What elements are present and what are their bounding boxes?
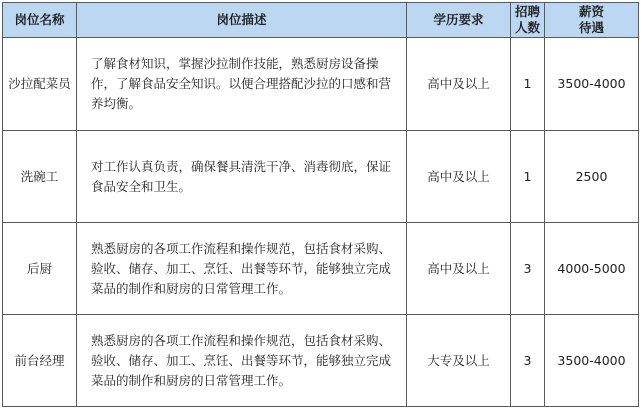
job-title-cell: 沙拉配菜员 (3, 38, 77, 131)
headcount-cell: 1 (511, 131, 545, 223)
table-row (3, 223, 639, 315)
headcount-cell: 3 (511, 223, 545, 315)
table-row (3, 315, 639, 407)
job-title-cell: 洗碗工 (3, 131, 77, 223)
education-cell: 大专及以上 (407, 315, 511, 407)
job-description-cell: 对工作认真负责，确保餐具清洗干净、消毒彻底，保证食品安全和卫生。 (77, 131, 407, 223)
education-cell: 高中及以上 (407, 38, 511, 131)
table-header-row (3, 3, 639, 38)
education-cell: 高中及以上 (407, 223, 511, 315)
salary-cell: 3500-4000 (545, 315, 639, 407)
header-headcount-line2: 人数 (514, 20, 540, 35)
job-title-cell: 前台经理 (3, 315, 77, 407)
header-job-title: 岗位名称 (3, 3, 77, 38)
job-title-cell: 后厨 (3, 223, 77, 315)
headcount-cell: 3 (511, 315, 545, 407)
table-row (3, 131, 639, 223)
header-salary (545, 3, 639, 38)
job-listing-table (2, 2, 639, 407)
job-description-cell: 熟悉厨房的各项工作流程和操作规范，包括食材采购、验收、储存、加工、烹饪、出餐等环节，能够独立完成菜品的制作和厨房的日常管理工作。 (77, 315, 407, 407)
header-salary-line2: 待遇 (578, 20, 604, 35)
job-description-cell: 熟悉厨房的各项工作流程和操作规范，包括食材采购、验收、储存、加工、烹饪、出餐等环节，能够独立完成菜品的制作和厨房的日常管理工作。 (77, 223, 407, 315)
table-row (3, 38, 639, 131)
salary-cell: 2500 (545, 131, 639, 223)
education-cell: 高中及以上 (407, 131, 511, 223)
headcount-cell: 1 (511, 38, 545, 131)
header-salary-line1: 薪资 (578, 4, 604, 19)
salary-cell: 3500-4000 (545, 38, 639, 131)
header-education: 学历要求 (407, 3, 511, 38)
header-headcount-line1: 招聘 (514, 4, 540, 19)
job-description-cell: 了解食材知识，掌握沙拉制作技能，熟悉厨房设备操作，了解食品安全知识。以便合理搭配沙拉的口感和营养均衡。 (77, 38, 407, 131)
header-headcount (511, 3, 545, 38)
salary-cell: 4000-5000 (545, 223, 639, 315)
header-job-description: 岗位描述 (77, 3, 407, 38)
